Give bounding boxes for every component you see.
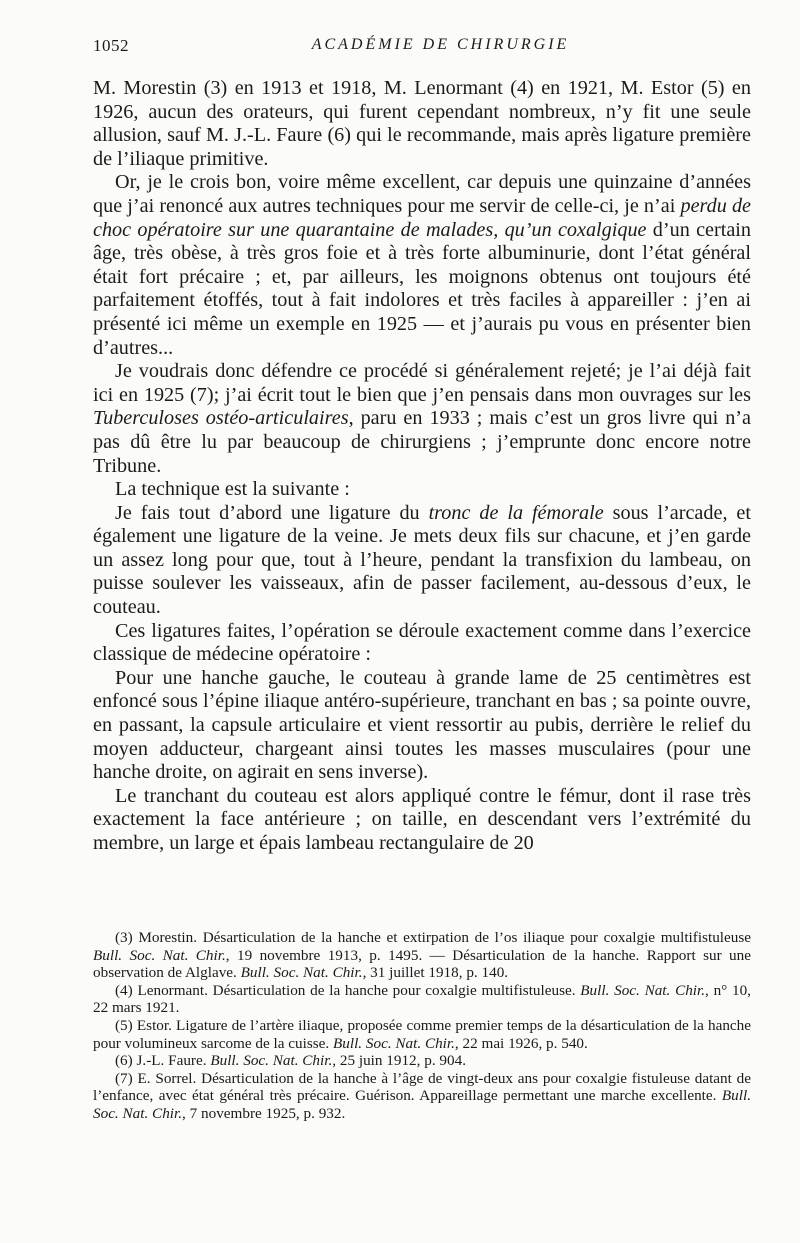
text-run: , 31 juillet 1918, p. 140. bbox=[362, 964, 509, 982]
footnote bbox=[93, 1017, 751, 1052]
text-run: (6) J.-L. Faure. bbox=[115, 1052, 211, 1070]
body-text bbox=[93, 77, 751, 856]
text-run: , 25 juin 1912, p. 904. bbox=[332, 1052, 467, 1070]
text-run: sous l’arcade, et également une ligature de la veine. Je mets deux fils sur chacune, et j’en garde un assez long pour que, tout à l’heure, pendant la transfixion du lambeau, on puisse soulever les vaisseaux, afin de passer facilement, au-dessous d’eux, le couteau. bbox=[93, 501, 751, 619]
text-run: , n° 10, 22 mars 1921. bbox=[93, 981, 751, 1017]
italic-text: tronc de la fémorale bbox=[428, 501, 604, 524]
page-header bbox=[93, 36, 748, 60]
footnote bbox=[93, 1052, 751, 1070]
footnote bbox=[93, 982, 751, 1017]
page-number: 1052 bbox=[93, 36, 129, 55]
paragraph bbox=[93, 77, 751, 171]
text-run: Je voudrais donc défendre ce procédé si généralement rejeté; je l’ai déjà fait ici en 1925 (7); j’ai écrit tout le bien que j’en pensais dans mon ouvrages sur les bbox=[93, 360, 751, 406]
text-run: (7) E. Sorrel. Désarticulation de la hanche à l’âge de vingt-deux ans pour coxalgie fistuleuse datant de l’enfance, avec état général très précaire. Guérison. Appareillage permettant une marche excellente. bbox=[93, 1069, 751, 1105]
text-run: Je fais tout d’abord une ligature du bbox=[115, 501, 429, 524]
text-run: d’un certain âge, très obèse, à très gros foie et à très forte albuminurie, dont l’état général était fort précaire ; et, par ailleurs, les moignons obtenus ont toujours été parfaitement étoffés, tout à fait indolores et très faciles à appareiller : j’en ai présenté ici même un exemple en 1925 — et j’aurais pu vous en présenter bien d’autres... bbox=[93, 218, 751, 359]
italic-text: Bull. Soc. Nat. Chir. bbox=[580, 981, 706, 999]
text-run: Ces ligatures faites, l’opération se déroule exactement comme dans l’exercice classique de médecine opératoire : bbox=[93, 619, 751, 666]
text-run: , 19 novembre 1913, p. 1495. — Désarticulation de la hanche. Rapport sur une observation de Alglave. bbox=[93, 946, 751, 982]
footnote bbox=[93, 929, 751, 982]
text-run: , 7 novembre 1925, p. 932. bbox=[182, 1104, 346, 1122]
italic-text: Bull. Soc. Nat. Chir. bbox=[332, 1034, 455, 1052]
italic-text: Tuberculoses ostéo-articulaires bbox=[93, 407, 349, 430]
paragraph bbox=[93, 667, 751, 785]
italic-text: perdu de choc opératoire sur une quarantaine de malades, qu’un coxalgique bbox=[93, 194, 752, 241]
italic-text: Bull. Soc. Nat. Chir. bbox=[93, 946, 226, 964]
text-run: (4) Lenormant. Désarticulation de la hanche pour coxalgie multifistuleuse. bbox=[115, 981, 581, 999]
text-run: Or, je le crois bon, voire même excellent, car depuis une quinzaine d’années que j’ai renoncé aux autres techniques pour me servir de celle-ci, je n’ai bbox=[93, 171, 751, 217]
text-run: Pour une hanche gauche, le couteau à grande lame de 25 centimètres est enfoncé sous l’épine iliaque antéro-supérieure, tranchant en bas ; sa pointe ouvre, en passant, la capsule articulaire et vient ressortir au pubis, derrière le relief du moyen adducteur, chargeant ainsi toutes les masses musculaires (pour une hanche droite, on agirait en sens inverse). bbox=[93, 666, 751, 784]
italic-text: Bull. Soc. Nat. Chir. bbox=[240, 964, 363, 982]
paragraph bbox=[93, 502, 751, 620]
text-run: , paru en 1933 ; mais c’est un gros livre qui n’a pas dû être lu par beaucoup de chirurgiens ; j’emprunte donc encore notre Tribune. bbox=[93, 407, 751, 477]
footnote bbox=[93, 1070, 751, 1123]
text-run: , 22 mai 1926, p. 540. bbox=[454, 1034, 588, 1052]
text-run: (5) Estor. Ligature de l’artère iliaque, proposée comme premier temps de la désarticulation de la hanche pour volumineux sarcome de la cuisse. bbox=[93, 1016, 751, 1052]
text-run: M. Morestin (3) en 1913 et 1918, M. Lenormant (4) en 1921, M. Estor (5) en 1926, aucun des orateurs, qui furent cependant nombreux, n’y fit une seule allusion, sauf M. J.-L. Faure (6) qui le recommande, mais après ligature première de l’iliaque primitive. bbox=[93, 77, 751, 170]
paragraph bbox=[93, 478, 751, 502]
text-run: (3) Morestin. Désarticulation de la hanche et extirpation de l’os iliaque pour coxalgie multifistuleuse bbox=[115, 929, 751, 946]
paragraph bbox=[93, 360, 751, 478]
text-run: Le tranchant du couteau est alors appliqué contre le fémur, dont il rase très exactement la face antérieure ; on taille, en descendant vers l’extrémité du membre, un large et épais lambeau rectangulaire de 20 bbox=[93, 784, 751, 854]
running-title: ACADÉMIE DE CHIRURGIE bbox=[311, 36, 570, 53]
footnotes bbox=[93, 929, 751, 1123]
italic-text: Bull. Soc. Nat. Chir. bbox=[210, 1052, 333, 1070]
paragraph bbox=[93, 171, 751, 360]
paragraph bbox=[93, 785, 751, 856]
paragraph bbox=[93, 620, 751, 667]
italic-text: Bull. Soc. Nat. Chir. bbox=[93, 1087, 751, 1122]
text-run: La technique est la suivante : bbox=[115, 478, 350, 501]
